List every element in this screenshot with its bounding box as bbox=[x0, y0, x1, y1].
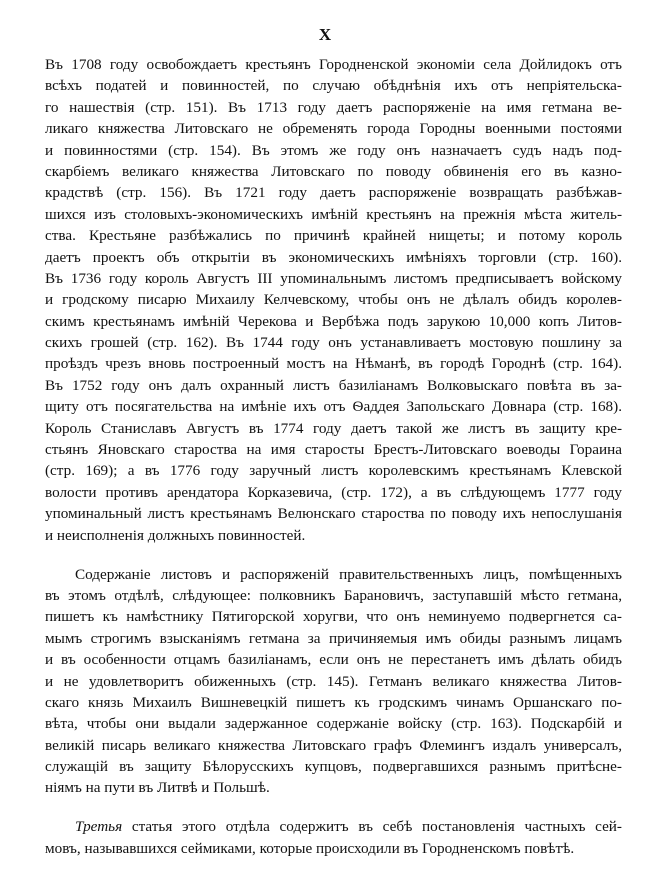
text-line bbox=[45, 816, 622, 837]
italic-lead-word: Третья bbox=[75, 818, 123, 836]
paragraph bbox=[45, 816, 622, 859]
text-line: и гродскому писарю Михаилу Келчевскому, чтобы онъ не дѣлалъ обидъ королев- bbox=[45, 291, 622, 309]
text-line: стьянъ Яновскаго староства на имя старосты Брестъ-Литовскаго воеводы Гораина bbox=[45, 441, 622, 459]
page-number: X bbox=[318, 25, 332, 44]
text-line: въ этомъ отдѣлѣ, слѣдующее: полковникъ Барановичъ, заступавшій мѣсто гетмана, bbox=[45, 586, 622, 604]
text-line: пишетъ къ намѣстнику Пятигорской хоругви, что онъ неминуемо подвергнется са- bbox=[45, 608, 622, 626]
text-line: го нашествія (стр. 151). Въ 1713 году даетъ распоряженіе на имя гетмана ве- bbox=[45, 98, 622, 116]
body-text bbox=[45, 54, 622, 859]
text-line: скихъ грошей (стр. 162). Въ 1744 году онъ устанавливаетъ мостовую пошлину за bbox=[45, 334, 622, 352]
text-line: щиту отъ посягательства на имѣніе ихъ отъ Ѳаддея Запольскаго Довнара (стр. 168). bbox=[45, 398, 622, 416]
text-line: Въ 1736 году король Августъ III упоминальнымъ листомъ предписываетъ войскому bbox=[45, 269, 622, 287]
text-line: скаго князь Михаилъ Вишневецкій пишетъ къ гродскимъ чинамъ Оршанскаго по- bbox=[45, 693, 622, 711]
text-line: и неисполненія должныхъ повинностей. bbox=[45, 526, 306, 544]
text-line: даетъ проектъ объ открытіи въ экономическихъ имѣніяхъ торговли (стр. 160). bbox=[45, 248, 622, 266]
text-line: и въ особенности отцамъ базиліанамъ, если онъ не перестанетъ имъ дѣлать обидъ bbox=[45, 651, 622, 669]
text-line: мовъ, называвшихся сеймиками, которые происходили въ Городненскомъ повѣтѣ. bbox=[45, 839, 575, 857]
line-text: статья этого отдѣла содержитъ въ себѣ постановленія частныхъ сей- bbox=[122, 818, 622, 836]
text-line: крадствѣ (стр. 156). Въ 1721 году даетъ распоряженіе возвращать разбѣжав- bbox=[45, 184, 622, 202]
text-line: и не удовлетворитъ обиженныхъ (стр. 145). Гетманъ великаго княжества Литов- bbox=[45, 672, 622, 690]
text-line: Содержаніе листовъ и распоряженій правительственныхъ лицъ, помѣщенныхъ bbox=[75, 565, 622, 583]
text-line: великій писарь великаго княжества Литовскаго графъ Флемингъ издалъ универсалъ, bbox=[45, 736, 622, 754]
text-line: и повинностями (стр. 154). Въ этомъ же году онъ назначаетъ судъ надъ под- bbox=[45, 141, 622, 159]
text-line: шихся изъ столовыхъ-экономическихъ имѣній крестьянъ на прежнія мѣста житель- bbox=[45, 205, 622, 223]
text-line: Въ 1752 году онъ далъ охранный листъ базиліанамъ Волковыскаго повѣта въ за- bbox=[45, 376, 622, 394]
text-line: всѣхъ податей и повинностей, по случаю обѣднѣнія ихъ отъ непріятельска- bbox=[45, 77, 622, 95]
paragraph bbox=[45, 564, 622, 799]
text-line: ликаго княжества Литовскаго не обременять города Городны военными постоями bbox=[45, 120, 622, 138]
text-line: ства. Крестьяне разбѣжались по причинѣ крайней нищеты; и потому король bbox=[45, 227, 622, 245]
text-line: волости противъ арендатора Корказевича, (стр. 172), а въ слѣдующемъ 1777 году bbox=[45, 483, 622, 501]
text-line: ніямъ на пути въ Литвѣ и Польшѣ. bbox=[45, 779, 270, 797]
text-line: служащій въ защиту Бѣлорусскихъ купцовъ, подвергавшихся разнымъ притѣсне- bbox=[45, 758, 622, 776]
text-line: скарбіемъ великаго княжества Литовскаго по поводу обвиненія его въ казно- bbox=[45, 162, 622, 180]
text-line: проѣздъ чрезъ вновь построенный мостъ на Нѣманѣ, въ городѣ Городнѣ (стр. 164). bbox=[45, 355, 622, 373]
text-line: (стр. 169); а въ 1776 году заручный листъ королевскимъ крестьянамъ Клевской bbox=[45, 462, 622, 480]
text-line: Король Станиславъ Августъ въ 1774 году даетъ такой же листъ въ защиту кре- bbox=[45, 419, 622, 437]
text-line: упоминальный листъ крестьянамъ Велюнскаго староства по поводу ихъ непослушанія bbox=[45, 505, 622, 523]
paragraph bbox=[45, 54, 622, 546]
text-line: скимъ крестьянамъ имѣній Черекова и Вербѣжа подъ зарукою 10,000 копъ Литов- bbox=[45, 312, 622, 330]
text-line: вѣта, чтобы они выдали задержанное содержаніе войску (стр. 163). Подскарбій и bbox=[45, 715, 622, 733]
text-line: Въ 1708 году освобождаетъ крестьянъ Городненской экономіи села Дойлидокъ отъ bbox=[45, 56, 622, 73]
text-line: мымъ строгимъ взысканіямъ гетмана за причиняемыя имъ обиды разнымъ лицамъ bbox=[45, 629, 622, 647]
